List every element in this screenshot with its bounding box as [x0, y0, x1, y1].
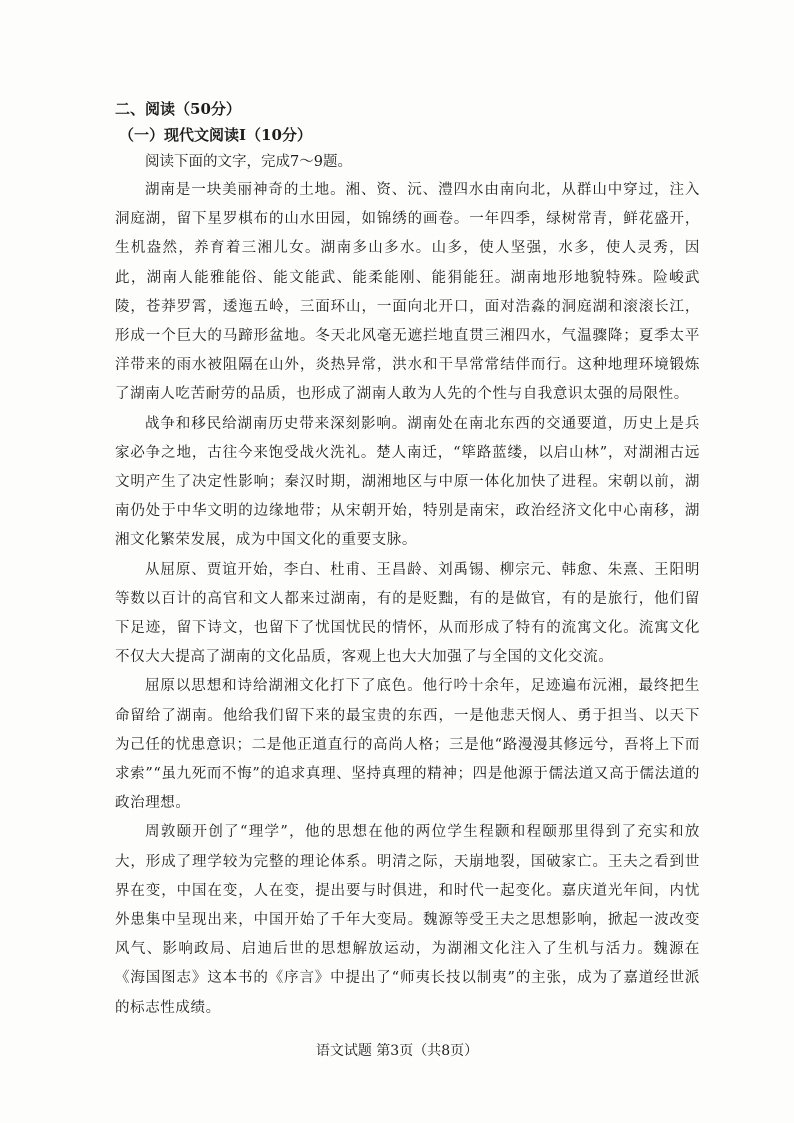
- passage-paragraph-5: 周敦颐开创了“理学”，他的思想在他的两位学生程颢和程颐那里得到了充实和放大，形成了理学较为完整的理论体系。明清之际，天崩地裂，国破家亡。王夫之看到世界在变，中国在变，人在变，提出要与时俱进，和时代一起变化。嘉庆道光年间，内忧外患集中呈现出来，中国开始了千年大变局。魏源等受王夫之思想影响，掀起一波改变风气、影响政局、启迪后世的思想解放运动，为湖湘文化注入了生机与活力。魏源在《海国图志》这本书的《序言》中提出了“师夷长技以制夷”的主张，成为了嘉道经世派的标志性成绩。: [115, 824, 700, 1016]
- passage-paragraph-4: 屈原以思想和诗给湖湘文化打下了底色。他行吟十余年，足迹遍布沅湘，最终把生命留给了湖南。他给我们留下来的最宝贵的东西，一是他悲天悯人、勇于担当、以天下为己任的忧患意识；二是他正道直行的高尚人格；三是他“路漫漫其修远兮，吾将上下而求索”“虽九死而不悔”的追求真理、坚持真理的精神；四是他源于儒法道又高于儒法道的政治理想。: [115, 678, 700, 812]
- passage-paragraph-2: 战争和移民给湖南历史带来深刻影响。湖南处在南北东西的交通要道，历史上是兵家必争之地，古往今来饱受战火洗礼。楚人南迁，“筚路蓝缕，以启山林”，对湖湘古远文明产生了决定性影响；秦汉时期，湖湘地区与中原一体化加快了进程。宋朝以前，湖南仍处于中华文明的边缘地带；从宋朝开始，特别是南宋，政治经济文化中心南移，湖湘文化繁荣发展，成为中国文化的重要支脉。: [115, 415, 700, 549]
- subsection-title: （一）现代文阅读Ⅰ（10分）: [119, 126, 312, 144]
- reading-section: [115, 96, 700, 1023]
- section-title: 二、阅读（50分）: [115, 100, 241, 118]
- page-footer: 语文试题 第3页（共8页）: [315, 1043, 479, 1059]
- reading-instruction: 阅读下面的文字，完成7～9题。: [145, 154, 352, 170]
- passage-paragraph-3: 从屈原、贾谊开始，李白、杜甫、王昌龄、刘禹锡、柳宗元、韩愈、朱熹、王阳明等数以百计的高官和文人都来过湖南，有的是贬黜，有的是做官，有的是旅行，他们留下足迹，留下诗文，也留下了忧国忧民的情怀，从而形成了特有的流寓文化。流寓文化不仅大大提高了湖南的文化品质，客观上也大大加强了与全国的文化交流。: [115, 561, 700, 666]
- passage-paragraph-1: 湖南是一块美丽神奇的土地。湘、资、沅、澧四水由南向北，从群山中穿过，注入洞庭湖，留下星罗棋布的山水田园，如锦绣的画卷。一年四季，绿树常青，鲜花盛开，生机盎然，养育着三湘儿女。湖南多山多水。山多，使人坚强，水多，使人灵秀，因此，湖南人能雅能俗、能文能武、能柔能刚、能狷能狂。湖南地形地貌特殊。险峻武陵，苍莽罗霄，逶迤五岭，三面环山，一面向北开口，面对浩淼的洞庭湖和滚滚长江，形成一个巨大的马蹄形盆地。冬天北风毫无遮拦地直贯三湘四水，气温骤降；夏季太平洋带来的雨水被阻隔在山外，炎热异常，洪水和干旱常常结伴而行。这种地理环境锻炼了湖南人吃苦耐劳的品质，也形成了湖南人敢为人先的个性与自我意识太强的局限性。: [115, 182, 700, 403]
